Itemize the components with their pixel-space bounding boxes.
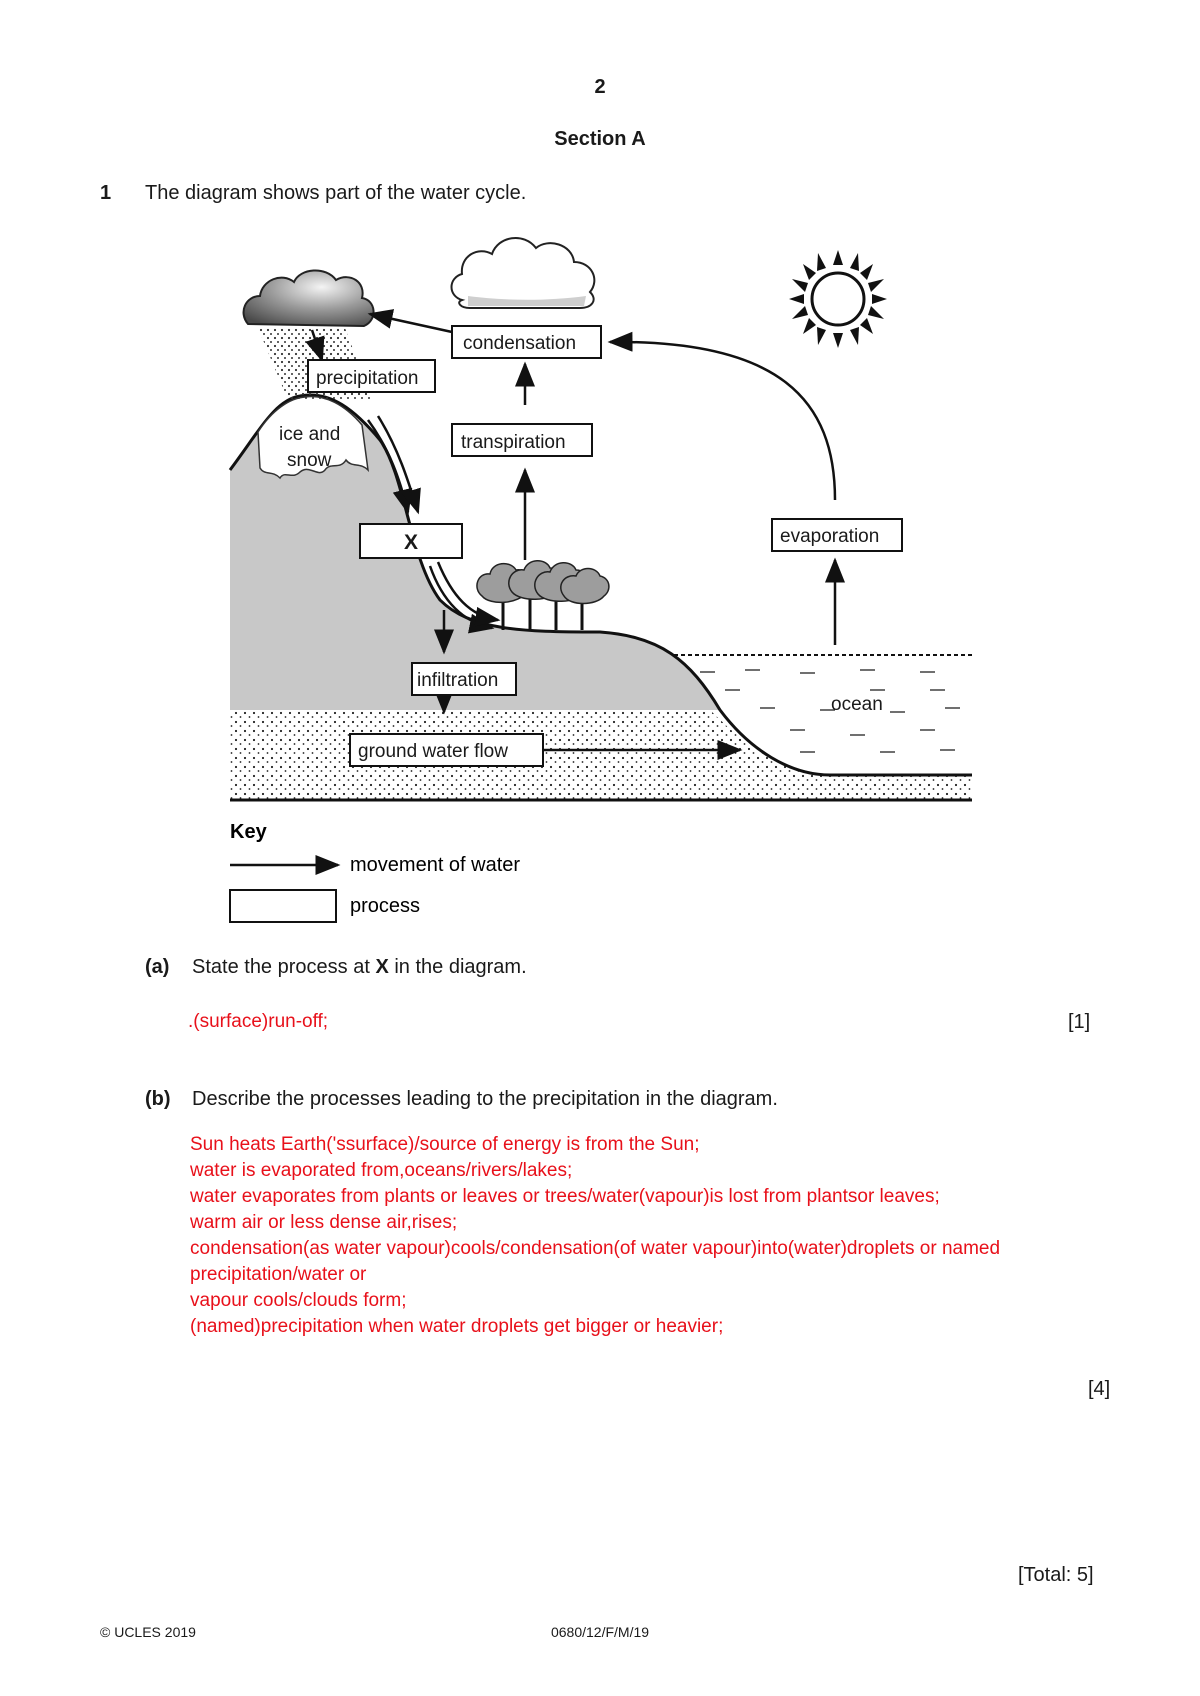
label-evaporation: evaporation xyxy=(780,526,880,547)
part-a-text-before: State the process at xyxy=(192,956,376,978)
label-condensation: condensation xyxy=(463,333,577,354)
section-title: Section A xyxy=(554,128,646,150)
part-b-question: Describe the processes leading to the precipitation in the diagram. xyxy=(192,1088,778,1110)
footer-code: 0680/12/F/M/19 xyxy=(550,1624,650,1640)
label-ocean: ocean xyxy=(831,694,883,715)
label-snow: snow xyxy=(287,450,332,471)
label-ground-water-flow: ground water flow xyxy=(358,741,508,762)
part-a-label: (a) xyxy=(145,956,170,978)
part-b-answer-line: water is evaporated from,oceans/rivers/lakes; xyxy=(190,1160,573,1181)
question-number: 1 xyxy=(100,182,112,204)
part-b-answer-line: precipitation/water or xyxy=(190,1264,367,1285)
part-b-answer-line: vapour cools/clouds form; xyxy=(190,1290,407,1311)
part-b-answer-line: warm air or less dense air,rises; xyxy=(190,1212,458,1233)
question-stem: The diagram shows part of the water cycle. xyxy=(145,182,527,204)
part-b-marks: [4] xyxy=(1088,1378,1111,1400)
label-transpiration: transpiration xyxy=(461,432,566,453)
white-cloud-icon xyxy=(452,238,595,308)
key-process: process xyxy=(350,895,421,917)
part-a-text-bold: X xyxy=(375,956,389,978)
footer-copyright: © UCLES 2019 xyxy=(100,1624,196,1640)
part-b-answers xyxy=(190,1132,1000,1340)
key-movement: movement of water xyxy=(350,854,521,876)
diagram-key xyxy=(230,821,520,922)
part-b-answer-line: Sun heats Earth('ssurface)/source of energy is from the Sun; xyxy=(190,1134,700,1155)
key-title: Key xyxy=(230,821,267,843)
part-b-answer-line: water evaporates from plants or leaves or trees/water(vapour)is lost from plantsor leaves; xyxy=(190,1186,940,1207)
total-marks: [Total: 5] xyxy=(1018,1564,1094,1586)
label-precipitation: precipitation xyxy=(316,368,419,389)
label-x: X xyxy=(404,531,419,554)
part-a-answer: .(surface)run-off; xyxy=(188,1011,329,1032)
part-a-text-after: in the diagram. xyxy=(388,956,527,978)
part-b-answer-line: condensation(as water vapour)cools/condensation(of water vapour)into(water)droplets or named xyxy=(190,1238,1001,1259)
label-ice-and: ice and xyxy=(279,424,341,445)
part-b-answer-line: (named)precipitation when water droplets get bigger or heavier; xyxy=(190,1316,724,1337)
key-process-box xyxy=(230,890,336,922)
part-b-label: (b) xyxy=(145,1088,171,1110)
label-infiltration: infiltration xyxy=(417,670,499,691)
part-a-question xyxy=(192,956,527,979)
part-a-marks: [1] xyxy=(1068,1011,1091,1033)
page-number: 2 xyxy=(594,76,606,98)
sun-icon xyxy=(789,250,887,348)
